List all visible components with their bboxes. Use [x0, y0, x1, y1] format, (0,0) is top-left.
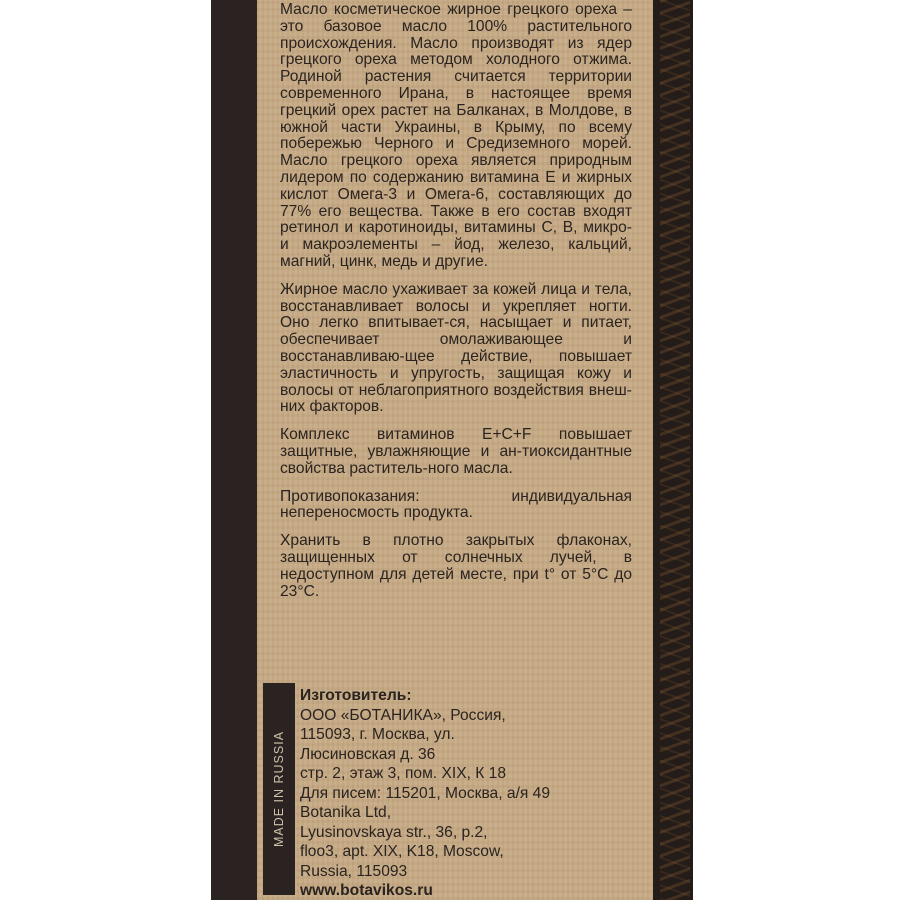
product-description: [280, 2, 632, 611]
manufacturer-info: [300, 686, 635, 901]
description-paragraph-1: Масло косметическое жирное грецкого ореха – это базовое масло 100% растительного происхождения. Масло производят из ядер грецкого ореха методом холодного отжима. Родиной растения считается территории современного Ирана, в настоящее время грецкий орех растет на Балканах, в Молдове, в южной части Украины, в Крыму, по всему побережью Черного и Средиземного морей. Масло грецкого ореха является природным лидером по содержанию витамина Е и жирных кислот Омега-3 и Омега-6, составляющих до 77% его вещества. Также в его состав входят ретинол и каротиноиды, витамины С, В, микро- и макроэлементы – йод, железо, кальций, магний, цинк, медь и другие.: [280, 1, 632, 270]
description-paragraph-3: Комплекс витаминов E+C+F повышает защитные, увлажняющие и ан-тиоксидантные свойства раститель-ного масла.: [280, 426, 632, 477]
manufacturer-line: стр. 2, этаж 3, пом. XIX, К 18: [300, 765, 507, 782]
manufacturer-line: floo3, apt. XIX, K18, Moscow,: [300, 843, 504, 860]
contraindications: Противопоказания: индивидуальная непереносмость продукта.: [280, 487, 632, 522]
description-paragraph-2: Жирное масло ухаживает за кожей лица и тела, восстанавливает волосы и укрепляет ногти. Оно легко впитывает-ся, насыщает и питает, обеспечивает омолаживающее и восстанавливаю-щее действие, повышает эластичность и упругость, защищая кожу и волосы от неблагоприятного воздействия внеш-них факторов.: [280, 280, 632, 416]
storage-instructions: Хранить в плотно закрытых флаконах, защищенных от солнечных лучей, в недоступном для детей месте, при t° от 5°С до 23°С.: [280, 532, 632, 600]
left-dark-band: [211, 0, 257, 900]
made-in-russia-label: MADE IN RUSSIA: [272, 730, 286, 848]
website-link: www.botavikos.ru: [300, 882, 433, 899]
manufacturer-heading: Изготовитель:: [300, 687, 412, 704]
manufacturer-line: Для писем: 115201, Москва, а/я 49: [300, 784, 551, 802]
decorative-pattern: [660, 0, 690, 900]
manufacturer-line: Botanika Ltd,: [300, 804, 392, 821]
manufacturer-line: 115093, г. Москва, ул.: [300, 726, 455, 743]
manufacturer-line: ООО «БОТАНИКА», Россия,: [300, 706, 506, 724]
manufacturer-line: Russia, 115093: [300, 862, 408, 880]
manufacturer-line: Люсиновская д. 36: [300, 745, 436, 763]
manufacturer-line: Lyusinovskaya str., 36, p.2,: [300, 823, 488, 841]
